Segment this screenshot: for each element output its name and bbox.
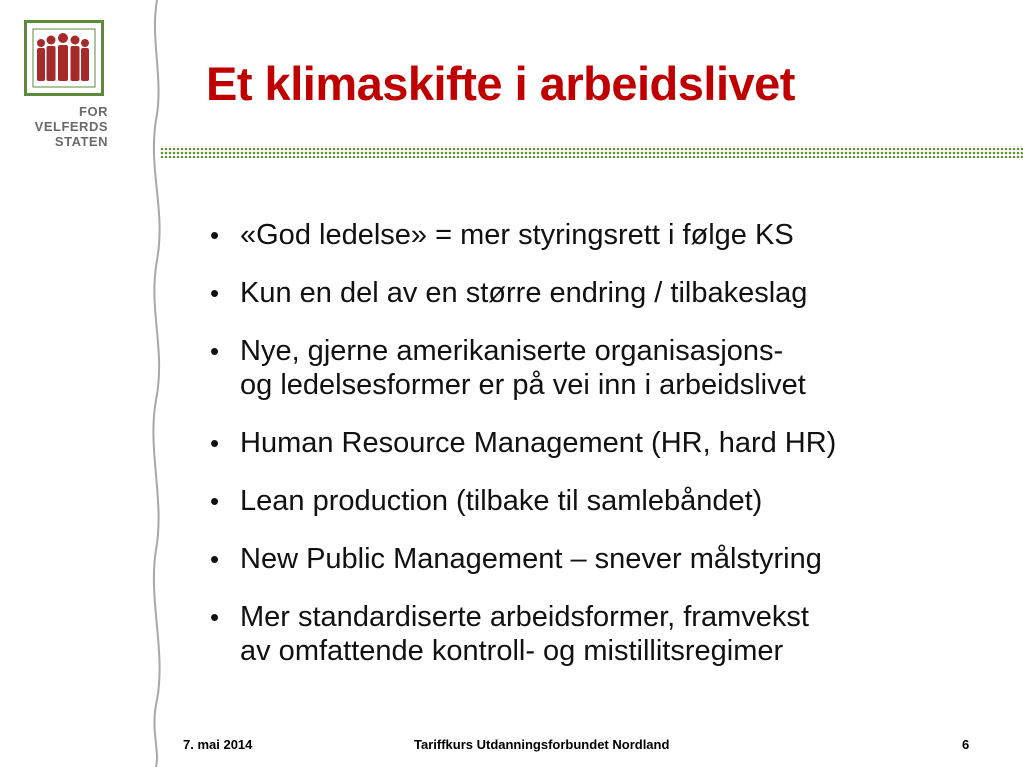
footer-center-text: Tariffkurs Utdanningsforbundet Nordland: [414, 737, 670, 752]
bullet-text: • Human Resource Management (HR, hard HR): [240, 427, 837, 459]
bullet-text: • Mer standardiserte arbeidsformer, framvekst: [240, 601, 809, 633]
logo-box: [24, 20, 104, 96]
bullet-text-continued: og ledelsesformer er på vei inn i arbeidslivet: [240, 369, 806, 401]
bullet-list: [208, 218, 1008, 692]
bullet-text: • Kun en del av en større endring / tilbakeslag: [240, 277, 808, 309]
logo-line-2: VELFERDS: [34, 119, 108, 134]
title-divider-rule: [160, 143, 1023, 161]
logo: [24, 20, 110, 149]
slide-title: Et klimaskifte i arbeidslivet: [206, 57, 795, 110]
bullet-item: [208, 542, 1008, 576]
logo-line-1: FOR: [79, 104, 108, 119]
bullet-item: [208, 334, 1008, 402]
bullet-text: • New Public Management – snever målstyring: [240, 543, 822, 575]
bullet-text: • Lean production (tilbake til samlebåndet): [240, 485, 763, 517]
logo-text: [24, 104, 110, 149]
bullet-text-continued: av omfattende kontroll- og mistillitsregimer: [240, 635, 784, 667]
footer-page-number: 6: [962, 737, 970, 752]
footer-date: 7. mai 2014: [183, 737, 253, 752]
logo-line-3: STATEN: [54, 134, 108, 149]
bullet-item: [208, 600, 1008, 668]
bullet-item: [208, 484, 1008, 518]
bullet-item: [208, 276, 1008, 310]
bullet-text: • Nye, gjerne amerikaniserte organisasjons-: [240, 335, 784, 367]
bullet-item: [208, 218, 1008, 252]
bullet-text: • «God ledelse» = mer styringsrett i følge KS: [240, 219, 794, 251]
bullet-item: [208, 426, 1008, 460]
people-group-icon: [27, 23, 101, 93]
